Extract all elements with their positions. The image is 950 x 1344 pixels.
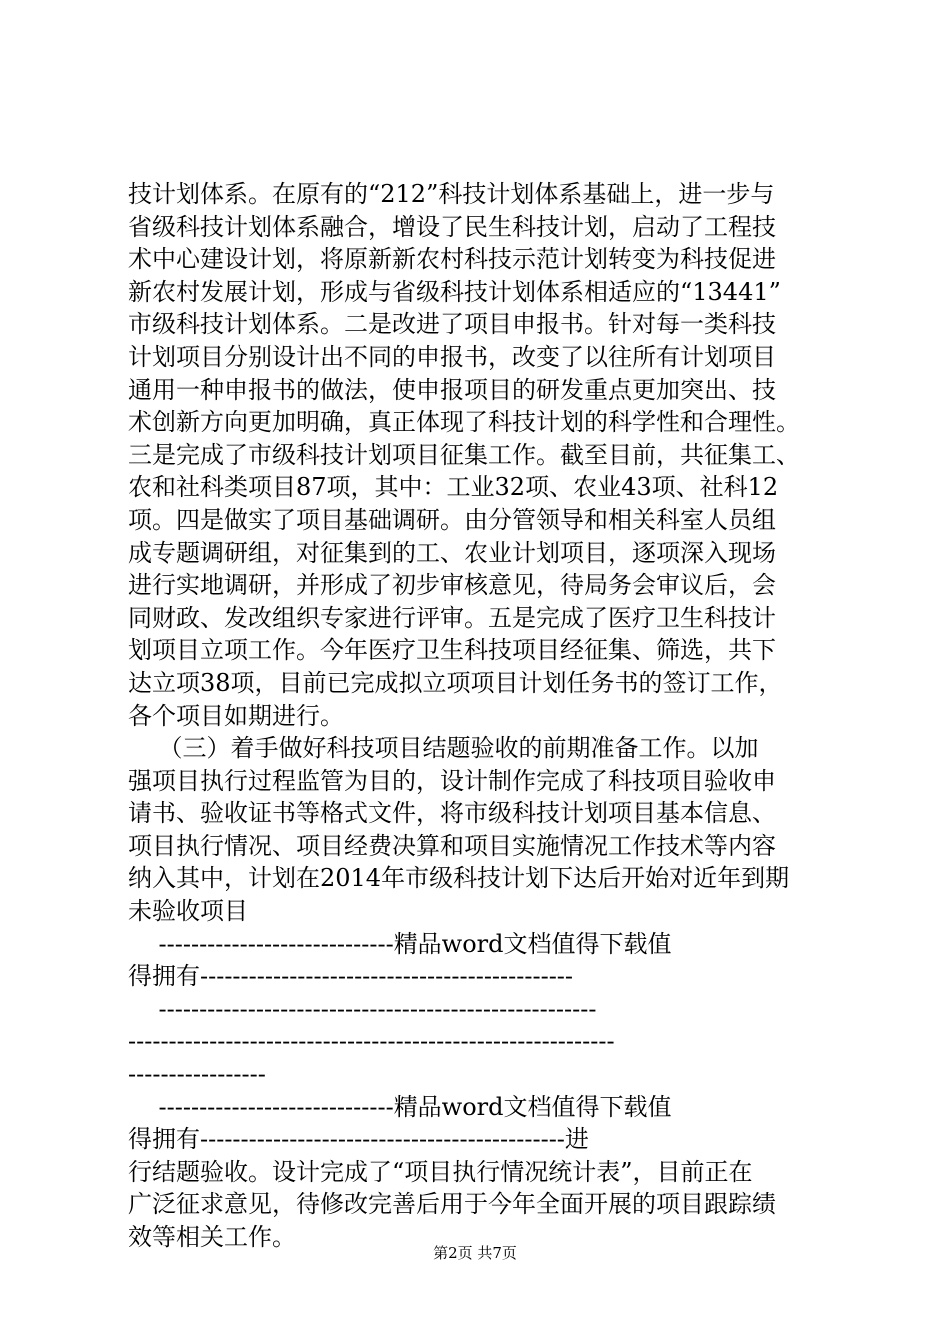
text-line: （三）着手做好科技项目结题验收的前期准备工作。以加 [128, 734, 759, 763]
separator-line: ------------------------------------------------------ [128, 994, 597, 1023]
text-line: 强项目执行过程监管为目的，设计制作完成了科技项目验收申 [128, 766, 776, 795]
page-number-footer: 第2页 共7页 [433, 1244, 517, 1262]
text-line: 进行实地调研，并形成了初步审核意见，待局务会审议后，会 [128, 571, 776, 600]
text-line: 新农村发展计划，形成与省级科技计划体系相适应的“13441” [128, 277, 781, 306]
text-line: -----------------------------精品word文档值得下载值 [128, 1092, 672, 1121]
text-line: 行结题验收。设计完成了“项目执行情况统计表”，目前正在 [128, 1157, 753, 1186]
text-line: 划项目立项工作。今年医疗卫生科技项目经征集、筛选，共下 [128, 636, 776, 665]
text-line: 通用一种申报书的做法，使申报项目的研发重点更加突出、技 [128, 375, 776, 404]
text-line: 得拥有---------------------------------------------- [128, 962, 574, 991]
text-line: 成专题调研组，对征集到的工、农业计划项目，逐项深入现场 [128, 538, 776, 567]
text-line: 技计划体系。在原有的“212”科技计划体系基础上，进一步与 [128, 180, 775, 208]
text-line: 请书、验收证书等格式文件，将市级科技计划项目基本信息、 [128, 799, 776, 828]
text-line: 项目执行情况、项目经费决算和项目实施情况工作技术等内容 [128, 831, 776, 860]
document-body [128, 178, 838, 1254]
text-line: 得拥有---------------------------------------------进 [128, 1125, 589, 1154]
text-line: 广泛征求意见，待修改完善后用于今年全面开展的项目跟踪绩 [128, 1190, 776, 1219]
text-line: 市级科技计划体系。二是改进了项目申报书。针对每一类科技 [128, 310, 776, 339]
text-line: 达立项38项，目前已完成拟立项项目计划任务书的签订工作， [128, 668, 783, 697]
separator-line: ----------------- [128, 1060, 266, 1089]
text-line: 术创新方向更加明确，真正体现了科技计划的科学性和合理性。 [128, 408, 800, 437]
text-line: 效等相关工作。 [128, 1223, 296, 1251]
text-line: 省级科技计划体系融合，增设了民生科技计划，启动了工程技 [128, 212, 776, 241]
text-line: 同财政、发改组织专家进行评审。五是完成了医疗卫生科技计 [128, 603, 776, 632]
text-line: 计划项目分别设计出不同的申报书，改变了以往所有计划项目 [128, 342, 776, 371]
separator-line: ------------------------------------------------------------ [128, 1027, 615, 1056]
text-line: -----------------------------精品word文档值得下载值 [128, 929, 672, 958]
text-line: 未验收项目 [128, 897, 248, 926]
text-line: 农和社科类项目87项，其中：工业32项、农业43项、社科12 [128, 473, 779, 502]
text-line: 项。四是做实了项目基础调研。由分管领导和相关科室人员组 [128, 505, 776, 534]
text-line: 纳入其中，计划在2014年市级科技计划下达后开始对近年到期 [128, 864, 790, 893]
text-line: 术中心建设计划，将原新新农村科技示范计划转变为科技促进 [128, 245, 776, 274]
text-line: 三是完成了市级科技计划项目征集工作。截至目前，共征集工、 [128, 440, 800, 469]
text-line: 各个项目如期进行。 [128, 701, 344, 730]
